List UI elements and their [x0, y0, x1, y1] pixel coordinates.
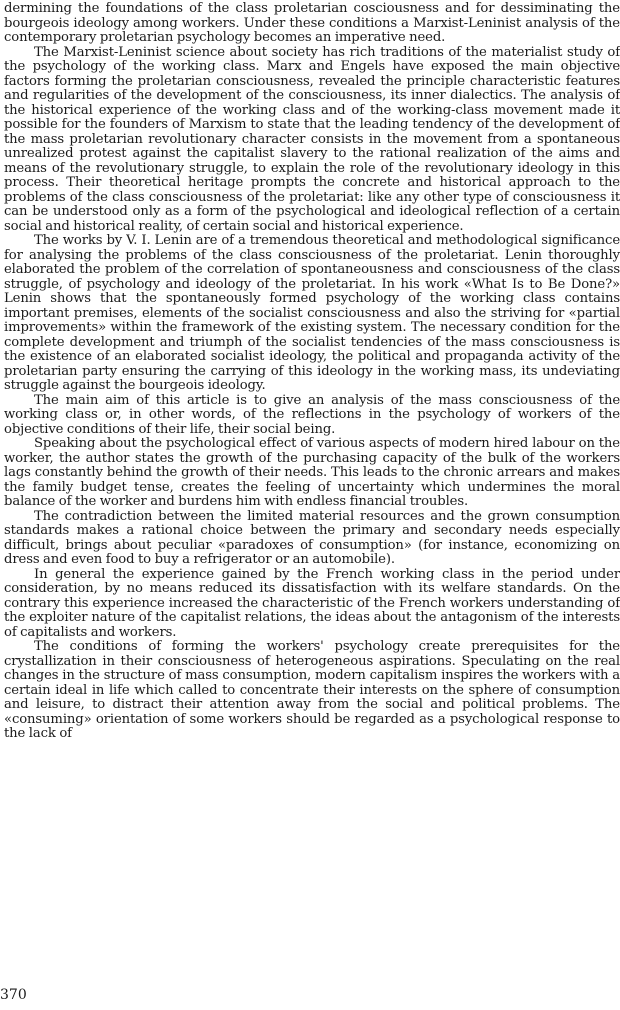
paragraph-hired-labour: Speaking about the psychological effect of various aspects of modern hired labour on the worker, the author states the growth of the purchasing capacity of the bulk of the workers lags constantly behind the growth of their needs. This leads to the chronic arrears and makes the family budget tense, creates the feeling of uncertainty which undermines the moral balance of the worker and burdens him with endless financial troubles.	[4, 436, 620, 509]
paragraph-continuation: dermining the foundations of the class proletarian cosciousness and for dessiminating the bourgeois ideology among workers. Under these conditions a Marxist-Leninist analysis of the contemporary proletarian psychology becomes an imperative need.	[4, 2, 620, 45]
paragraph-french-working-class: In general the experience gained by the French working class in the period under consideration, by no means reduced its dissatisfaction with its welfare standards. On the contrary this experience increased the characteristic of the French workers understanding of the exploiter nature of the capitalist relations, the ideas about the antagonism of the interests of capitalists and workers.	[4, 566, 620, 640]
paragraph-marxist-leninist-science: The Marxist-Leninist science about society has rich traditions of the materialist study of the psychology of the working class. Marx and Engels have exposed the main objective factors forming the proletarian consciousness, revealed the principle characteristic features and regularities of the development of the consciousness, its inner dialectics. The analysis of the historical experience of the working class and of the working-class movement made it possible for the founders of Marxism to state that the leading tendency of the development of the mass proletarian revolutionary character consists in the movement from a spontaneous unrealized protest against the capitalist slavery to the rational realization of the aims and means of the revolutionary struggle, to explain the role of the revolutionary ideology in this process. Their theoretical heritage prompts the concrete and historical approach to the problems of the class consciousness of the proletariat: like any other type of consciousness it can be understood only as a form of the psychological and ideological reflection of a certain social and historical reality, of certain social and historical experience.	[4, 44, 620, 234]
paragraph-workers-psychology: The conditions of forming the workers' psychology create prerequisites for the crystallization in their consciousness of heterogeneous aspirations. Speculating on the real changes in the structure of mass consumption, modern capitalism inspires the workers with a certain ideal in life which called to concentrate their interests on the sphere of consumption and leisure, to distract their attention away from the social and political problems. The «consuming» orientation of some workers should be regarded as a psychological response to the lack of	[4, 639, 620, 741]
paragraph-contradiction: The contradiction between the limited material resources and the grown consumption standards makes a rational choice between the primary and secondary needs especially difficult, brings about peculiar «paradoxes of consumption» (for instance, economizing on dress and even food to buy a refrigerator or an automobile).	[4, 508, 620, 567]
paragraph-lenin-works: The works by V. I. Lenin are of a tremendous theoretical and methodological significance for analysing the problems of the class consciousness of the proletariat. Lenin thoroughly elaborated the problem of the correlation of spontaneousness and consciousness of the class struggle, of psychology and ideology of the proletariat. In his work «What Is to Be Done?» Lenin shows that the spontaneously formed psychology of the working class contains important premises, elements of the socialist consciousness and also the striving for «partial improvements» within the framework of the existing system. The necessary condition for the complete development and triumph of the socialist tendencies of the mass consciousness is the existence of an elaborated socialist ideology, the political and propaganda activity of the proletarian party ensuring the carrying of this ideology in the working mass, its undeviating struggle against the bourgeois ideology.	[4, 233, 620, 393]
document-page	[4, 2, 620, 1008]
paragraph-main-aim: The main aim of this article is to give an analysis of the mass consciousness of the working class or, in other words, of the reflections in the psychology of workers of the objective conditions of their life, their social being.	[4, 392, 620, 437]
page-number: 370	[0, 987, 27, 1003]
